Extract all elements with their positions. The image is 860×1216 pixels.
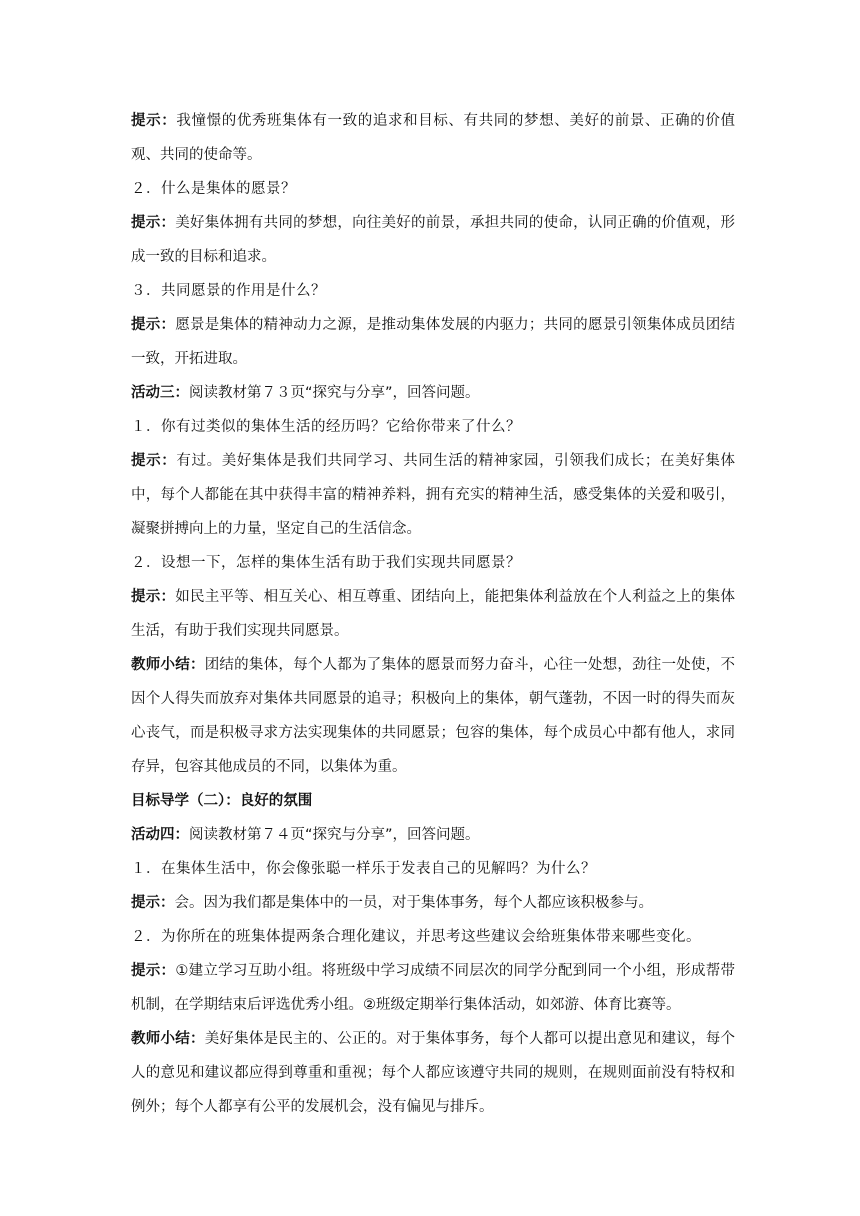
question-1	[131, 852, 735, 886]
question-2	[131, 920, 735, 954]
paragraph-hint	[131, 954, 735, 1022]
summary-text: 美好集体是民主的、公正的。对于集体事务，每个人都可以提出意见和建议，每个人的意见和建议都应得到尊重和重视；每个人都应该遵守共同的规则，在规则面前没有特权和例外；每个人都享有公平的发展机会，没有偏见与排斥。	[131, 1031, 735, 1115]
question-1	[131, 410, 735, 444]
hint-label: 提示：	[131, 963, 176, 979]
teacher-summary	[131, 1022, 735, 1124]
hint-label: 提示：	[131, 453, 177, 469]
hint-label: 提示：	[131, 215, 176, 231]
paragraph-hint	[131, 444, 735, 546]
question-2	[131, 546, 735, 580]
paragraph-text: 如民主平等、相互关心、相互尊重、团结向上，能把集体利益放在个人利益之上的集体生活，有助于我们实现共同愿景。	[131, 589, 736, 639]
summary-label: 教师小结：	[131, 1031, 205, 1047]
paragraph-text: 我憧憬的优秀班集体有一致的追求和目标、有共同的梦想、美好的前景、正确的价值观、共同的使命等。	[131, 113, 736, 163]
paragraph-text: 美好集体拥有共同的梦想，向往美好的前景，承担共同的使命，认同正确的价值观，形成一致的目标和追求。	[131, 215, 736, 265]
paragraph-text: 愿景是集体的精神动力之源，是推动集体发展的内驱力；共同的愿景引领集体成员团结一致，开拓进取。	[131, 317, 736, 367]
paragraph-text: ①建立学习互助小组。将班级中学习成绩不同层次的同学分配到同一个小组，形成帮带机制，在学期结束后评选优秀小组。②班级定期举行集体活动，如郊游、体育比赛等。	[131, 963, 735, 1013]
heading-text: 目标导学（二）：良好的氛围	[131, 793, 313, 809]
summary-text: 团结的集体，每个人都为了集体的愿景而努力奋斗，心往一处想，劲往一处使，不因个人得失而放弃对集体共同愿景的追寻；积极向上的集体，朝气蓬勃，不因一时的得失而灰心丧气，而是积极寻求方法实现集体的共同愿景；包容的集体，每个成员心中都有他人，求同存异，包容其他成员的不同，以集体为重。	[131, 657, 735, 775]
activity-text: 阅读教材第７４页“探究与分享”，回答问题。	[189, 827, 480, 843]
section-heading	[131, 784, 735, 818]
activity-3	[131, 376, 735, 410]
paragraph-text: 会。因为我们都是集体中的一员，对于集体事务，每个人都应该积极参与。	[174, 895, 653, 911]
paragraph-hint	[131, 308, 735, 376]
summary-label: 教师小结：	[131, 657, 205, 673]
document-page	[131, 104, 735, 1124]
question-text: １．在集体生活中，你会像张聪一样乐于发表自己的见解吗？为什么？	[131, 861, 596, 877]
question-text: ２．什么是集体的愿景？	[131, 181, 296, 197]
question-text: ３．共同愿景的作用是什么？	[131, 283, 326, 299]
question-text: ２．设想一下，怎样的集体生活有助于我们实现共同愿景？	[131, 555, 521, 571]
activity-4	[131, 818, 735, 852]
hint-label: 提示：	[131, 895, 175, 911]
activity-label: 活动四：	[131, 827, 189, 843]
question-2	[131, 172, 735, 206]
question-3	[131, 274, 735, 308]
paragraph-hint	[131, 104, 735, 172]
question-text: ２．为你所在的班集体提两条合理化建议，并思考这些建议会给班集体带来哪些变化。	[131, 929, 701, 945]
hint-label: 提示：	[131, 589, 176, 605]
paragraph-hint	[131, 206, 735, 274]
paragraph-text: 有过。美好集体是我们共同学习、共同生活的精神家园，引领我们成长；在美好集体中，每个人都能在其中获得丰富的精神养料，拥有充实的精神生活，感受集体的关爱和吸引，凝聚拼搏向上的力量，坚定自己的生活信念。	[131, 453, 736, 537]
activity-label: 活动三：	[131, 385, 189, 401]
teacher-summary	[131, 648, 735, 784]
hint-label: 提示：	[131, 317, 176, 333]
activity-text: 阅读教材第７３页“探究与分享”，回答问题。	[189, 385, 480, 401]
hint-label: 提示：	[131, 113, 177, 129]
question-text: １．你有过类似的集体生活的经历吗？它给你带来了什么？	[131, 419, 521, 435]
paragraph-hint	[131, 886, 735, 920]
paragraph-hint	[131, 580, 735, 648]
